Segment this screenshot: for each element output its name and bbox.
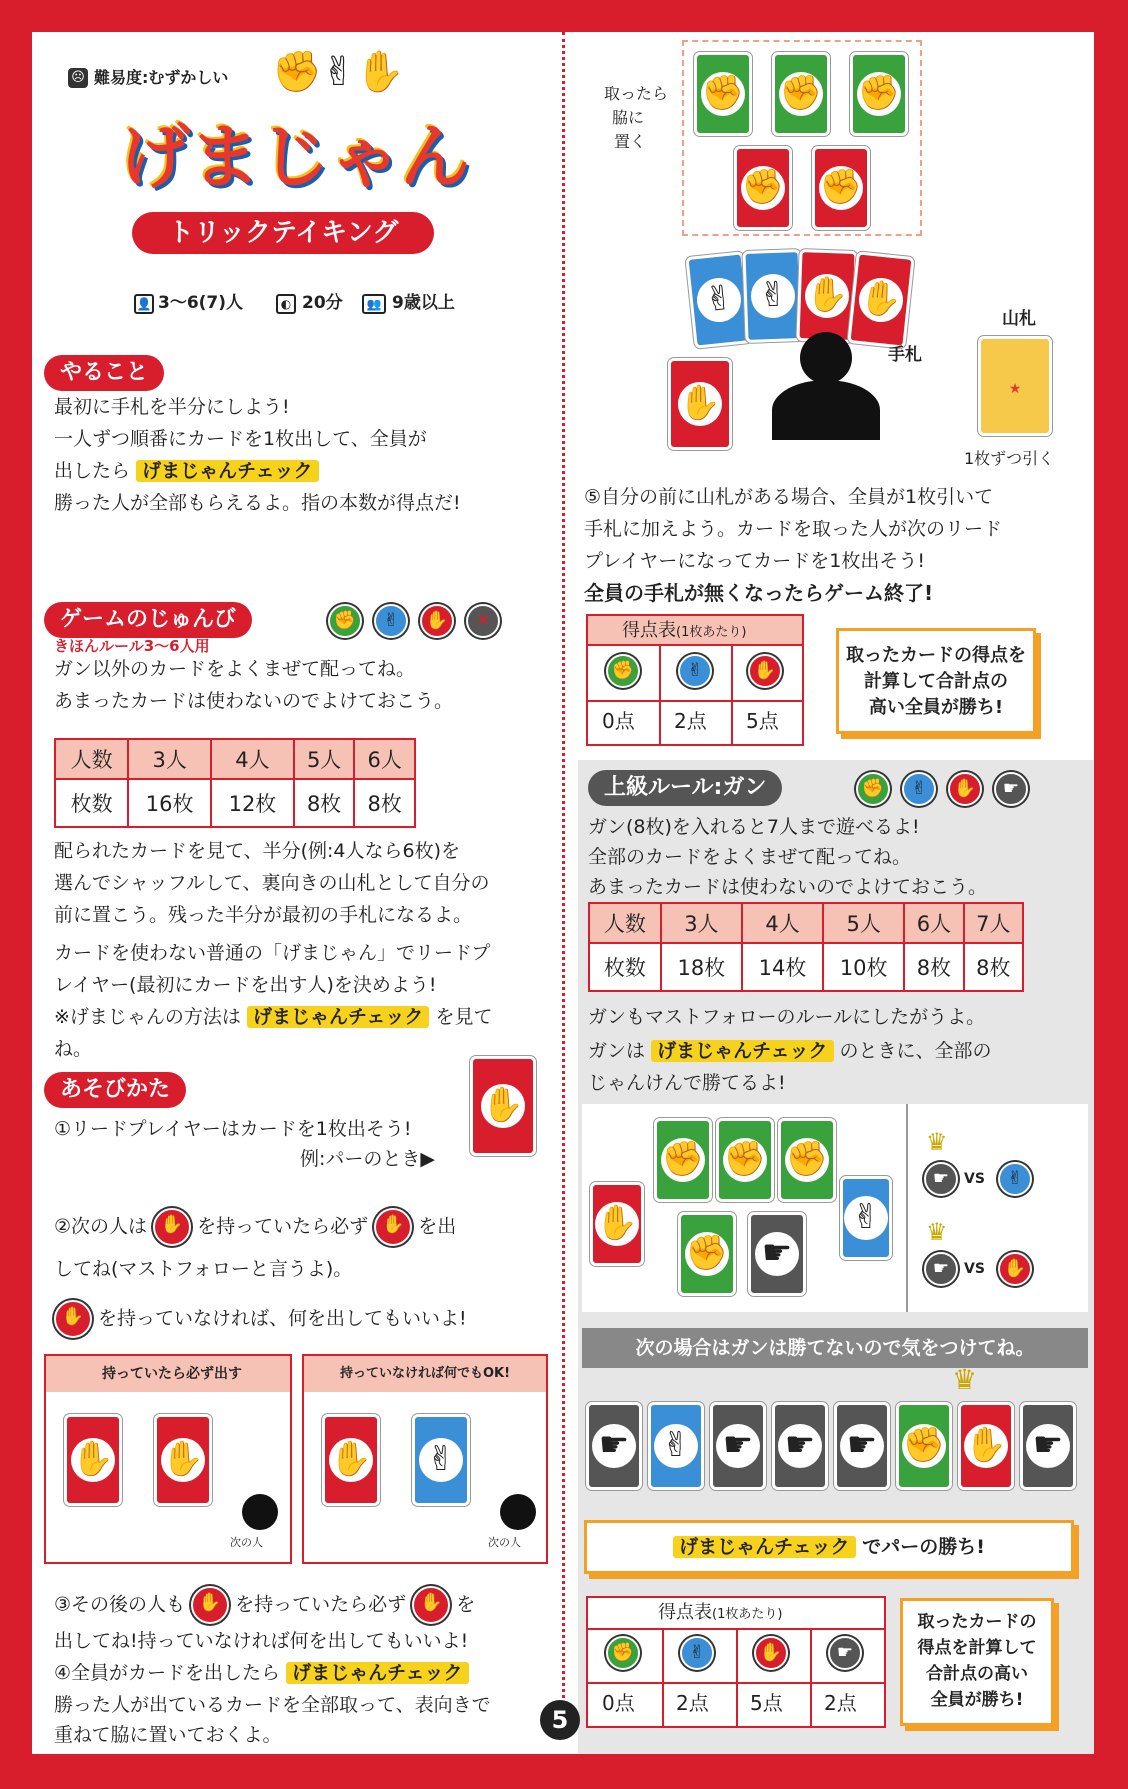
paper-icon: ✋ <box>374 1208 412 1246</box>
deck-label: 山札 <box>1002 309 1036 329</box>
rock-icon: ✊ <box>606 654 640 688</box>
paper-card: ✋ <box>796 249 857 343</box>
section-title-play: あそびかた <box>44 1072 186 1108</box>
setup-para-3: 前に置こう。残った半分が最初の手札になるよ。 <box>54 904 473 926</box>
table-cell: 枚数 <box>589 943 661 991</box>
game-end-text: 全員の手札が無くなったらゲーム終了! <box>584 581 934 605</box>
setup-line-2: あまったカードは使わないのでよけておこう。 <box>54 690 454 712</box>
free-play-example <box>302 1354 548 1564</box>
table-cell: 18枚 <box>661 943 742 991</box>
player-silhouette <box>242 1494 278 1530</box>
gun-card: ☛ <box>748 1212 806 1296</box>
score-rock: 0点 <box>602 1691 635 1715</box>
clock-icon: ◐ <box>276 294 296 314</box>
advanced-win-box <box>900 1598 1054 1726</box>
rock-card: ✊ <box>654 1118 712 1202</box>
paper-icon: ✋ <box>420 604 454 638</box>
step-3b: 出してね!持っていなければ何を出してもいいよ! <box>54 1630 469 1652</box>
vs-label: VS <box>964 1261 985 1277</box>
table-cell: 8枚 <box>964 943 1023 991</box>
difficulty-icon: ☹ <box>68 68 88 88</box>
paper-card: ✋ <box>154 1414 212 1506</box>
table-cell: 8枚 <box>904 943 963 991</box>
goal-line-2: 一人ずつ順番にカードを1枚出して、全員が <box>54 428 427 450</box>
step-5b: 手札に加えよう。カードを取った人が次のリード <box>584 518 1003 540</box>
paper-icon: ✋ <box>412 1586 450 1624</box>
rock-card: ✊ <box>896 1402 952 1490</box>
paper-card: ✋ <box>958 1402 1014 1490</box>
rock-icon: ✊ <box>606 1636 640 1670</box>
gun-card: ☛ <box>772 1402 828 1490</box>
section-title-goal: やること <box>44 355 164 391</box>
advanced-line-3: あまったカードは使わないのでよけておこう。 <box>588 876 988 898</box>
setup-para-2: 選んでシャッフルして、裏向きの山札として自分の <box>54 872 490 894</box>
win-line: 高い全員が勝ち! <box>868 697 1004 718</box>
scissors-icon: ✌ <box>998 1162 1032 1196</box>
win-line: 全員が勝ち! <box>930 1690 1024 1710</box>
scissors-card: ✌ <box>685 251 752 349</box>
table-cell: 枚数 <box>55 779 128 827</box>
vs-label: VS <box>964 1171 985 1187</box>
game-logo: げまじゃん <box>120 116 470 198</box>
table-header: 5人 <box>294 739 355 779</box>
player-silhouette <box>500 1494 536 1530</box>
difficulty-label: 難易度:むずかしい <box>94 68 229 87</box>
goal-line-4: 勝った人が全部もらえるよ。指の本数が得点だ! <box>54 492 461 514</box>
table-header: 3人 <box>128 739 211 779</box>
rock-icon: ✊ <box>328 604 362 638</box>
rock-card: ✊ <box>694 52 752 136</box>
step-4: ④全員がカードを出したら げまじゃんチェック <box>54 1658 469 1688</box>
gun-wins-illustration <box>582 1104 1088 1312</box>
gun-icon: ☛ <box>924 1162 958 1196</box>
gemajan-check-label: げまじゃんチェック <box>651 1040 833 1062</box>
section-title-setup: ゲームのじゅんび <box>44 602 252 638</box>
table-header: 4人 <box>742 903 823 943</box>
advanced-line-1: ガン(8枚)を入れると7人まで遊べるよ! <box>588 816 920 838</box>
take-aside-label-1: 取ったら <box>604 84 669 103</box>
setup-para-1: 配られたカードを見て、半分(例:4人なら6枚)を <box>54 840 461 862</box>
score-scissors: 2点 <box>674 709 707 733</box>
advanced-cards-table <box>588 902 1024 992</box>
example-caption: 持っていなければ何でもOK! <box>340 1366 511 1381</box>
step-5c: プレイヤーになってカードを1枚出そう! <box>584 550 925 572</box>
paper-card: ✋ <box>590 1182 644 1266</box>
warning-banner: 次の場合はガンは勝てないので気をつけてね。 <box>582 1328 1088 1368</box>
player-icon: 👤 <box>134 294 154 314</box>
gun-card: ☛ <box>834 1402 890 1490</box>
gun-icon: ☛ <box>828 1636 862 1670</box>
table-header: 3人 <box>661 903 742 943</box>
step-4b: 勝った人が出ているカードを全部取って、表向きで <box>54 1694 491 1716</box>
paper-card: ✋ <box>322 1414 380 1506</box>
win-line: 計算して合計点の <box>864 671 1008 692</box>
gun-card: ☛ <box>586 1402 642 1490</box>
example-caption: 持っていたら必ず出す <box>102 1366 242 1382</box>
score-gun: 2点 <box>824 1691 857 1715</box>
gemajan-check-label: げまじゃんチェック <box>673 1536 855 1558</box>
win-line: 合計点の高い <box>926 1664 1028 1684</box>
next-player-label: 次の人 <box>230 1536 263 1549</box>
advanced-line-6: じゃんけんで勝てるよ! <box>588 1072 786 1094</box>
gun-icon: ☛ <box>924 1252 958 1286</box>
player-body <box>772 380 880 440</box>
gun-excluded-icon: ✕ <box>466 604 500 638</box>
section-title-advanced: 上級ルール:ガン <box>588 770 782 806</box>
hand-label: 手札 <box>888 345 922 365</box>
paper-wins-box: げまじゃんチェック でパーの勝ち! <box>584 1520 1074 1574</box>
table-header: 人数 <box>55 739 128 779</box>
rock-icon: ✊ <box>856 772 890 806</box>
taken-cards-area <box>682 40 922 236</box>
gun-card: ☛ <box>1020 1402 1076 1490</box>
paper-card: ✋ <box>64 1414 122 1506</box>
crown-icon: ♛ <box>952 1363 978 1396</box>
score-table-title: 得点表(1枚あたり) <box>658 1602 783 1623</box>
paper-icon: ✋ <box>748 654 782 688</box>
paper-card: ✋ <box>470 1056 536 1156</box>
win-line: 取ったカードの得点を <box>846 645 1026 666</box>
step-1: ①リードプレイヤーはカードを1枚出そう! <box>54 1118 412 1140</box>
paper-icon: ✋ <box>948 772 982 806</box>
step-1-example: 例:パーのとき▶ <box>300 1148 436 1170</box>
table-cell: 8枚 <box>354 779 415 827</box>
gemajan-check-label: げまじゃんチェック <box>247 1006 429 1028</box>
scissors-card: ✌ <box>648 1402 704 1490</box>
advanced-score-table <box>586 1596 886 1728</box>
table-cell: 8枚 <box>294 779 355 827</box>
take-aside-label-2: 脇に <box>612 108 645 127</box>
rock-card: ✊ <box>778 1118 836 1202</box>
setup-para-6: ※げまじゃんの方法は げまじゃんチェック を見て <box>54 1006 493 1028</box>
table-header: 5人 <box>823 903 904 943</box>
table-cell: 14枚 <box>742 943 823 991</box>
age-icon: 👥 <box>362 294 386 314</box>
step-2c: ✋ を持っていなければ、何を出してもいいよ! <box>54 1300 467 1338</box>
goal-line-1: 最初に手札を半分にしよう! <box>54 396 290 418</box>
setup-subtitle: きほんルール3〜6人用 <box>54 637 210 655</box>
scissors-card: ✌ <box>742 249 803 343</box>
table-header: 6人 <box>904 903 963 943</box>
table-cell: 16枚 <box>128 779 211 827</box>
paper-icon: ✋ <box>54 1300 92 1338</box>
step-2b: してね(マストフォローと言うよ)。 <box>54 1258 353 1280</box>
table-header: 4人 <box>211 739 294 779</box>
gun-loses-cards <box>582 1398 1088 1496</box>
gun-card: ☛ <box>710 1402 766 1490</box>
setup-para-7: ね。 <box>54 1038 93 1060</box>
win-condition-box <box>836 628 1036 734</box>
table-header: 7人 <box>964 903 1023 943</box>
hand-pile: ✋ <box>668 358 732 450</box>
score-rock: 0点 <box>602 709 635 733</box>
step-3: ③その後の人も ✋ を持っていたら必ず ✋ を <box>54 1586 475 1624</box>
table-header: 人数 <box>589 903 661 943</box>
advanced-line-2: 全部のカードをよくまぜて配ってね。 <box>588 846 912 868</box>
rules-page <box>32 32 1094 1754</box>
play-time: 20分 <box>302 293 343 313</box>
cards-per-player-table <box>54 738 416 828</box>
page-number: 5 <box>540 1700 580 1740</box>
draw-label: 1枚ずつ引く <box>964 449 1055 468</box>
paper-icon: ✋ <box>754 1636 788 1670</box>
rock-card: ✊ <box>678 1212 736 1296</box>
rock-card: ✊ <box>812 146 870 230</box>
take-aside-label-3: 置く <box>614 132 647 151</box>
rock-card: ✊ <box>772 52 830 136</box>
setup-line-1: ガン以外のカードをよくまぜて配ってね。 <box>54 658 416 680</box>
rock-card: ✊ <box>716 1118 774 1202</box>
crown-icon: ♛ <box>926 1128 948 1156</box>
table-header: 6人 <box>354 739 415 779</box>
paper-icon: ✋ <box>153 1208 191 1246</box>
gemajan-check-label: げまじゃんチェック <box>286 1662 468 1684</box>
scissors-icon: ✌ <box>374 604 408 638</box>
goal-line-3: 出したら げまじゃんチェック <box>54 456 319 486</box>
step-5: ⑤自分の前に山札がある場合、全員が1枚引いて <box>584 486 994 508</box>
scissors-card: ✌ <box>412 1414 470 1506</box>
age-range: 9歳以上 <box>392 293 455 313</box>
column-divider <box>562 32 565 1722</box>
paper-icon: ✋ <box>191 1586 229 1624</box>
scissors-icon: ✌ <box>902 772 936 806</box>
player-silhouette <box>800 332 852 384</box>
gemajan-check-label: げまじゃんチェック <box>136 460 318 482</box>
crown-icon: ♛ <box>926 1218 948 1246</box>
score-table <box>586 614 804 746</box>
table-cell: 10枚 <box>823 943 904 991</box>
step-2: ②次の人は ✋ を持っていたら必ず ✋ を出 <box>54 1208 456 1246</box>
player-count: 3〜6(7)人 <box>158 293 244 313</box>
genre-badge: トリックテイキング <box>132 212 434 254</box>
score-table-title: 得点表(1枚あたり) <box>622 620 747 641</box>
hands-icon: ✊✌✋ <box>272 49 406 95</box>
rock-card: ✊ <box>850 52 908 136</box>
advanced-line-4: ガンもマストフォローのルールにしたがうよ。 <box>588 1006 986 1028</box>
setup-para-4: カードを使わない普通の「げまじゃん」でリードプ <box>54 942 491 964</box>
scissors-card: ✌ <box>840 1176 892 1260</box>
score-paper: 5点 <box>750 1691 783 1715</box>
scissors-icon: ✌ <box>680 1636 714 1670</box>
deck-pile: ★ <box>978 336 1052 436</box>
setup-para-5: レイヤー(最初にカードを出す人)を決めよう! <box>54 974 437 996</box>
step-4c: 重ねて脇に置いておくよ。 <box>54 1724 282 1746</box>
win-line: 取ったカードの <box>917 1612 1037 1632</box>
gun-icon: ☛ <box>994 772 1028 806</box>
score-scissors: 2点 <box>676 1691 709 1715</box>
paper-icon: ✋ <box>998 1252 1032 1286</box>
must-follow-example <box>44 1354 292 1564</box>
advanced-line-5: ガンは げまじゃんチェック のときに、全部の <box>588 1040 992 1062</box>
table-cell: 12枚 <box>211 779 294 827</box>
scissors-icon: ✌ <box>678 654 712 688</box>
score-paper: 5点 <box>746 709 779 733</box>
rock-card: ✊ <box>734 146 792 230</box>
paper-card: ✋ <box>847 251 914 349</box>
win-line: 得点を計算して <box>917 1638 1037 1658</box>
next-player-label: 次の人 <box>488 1536 521 1549</box>
